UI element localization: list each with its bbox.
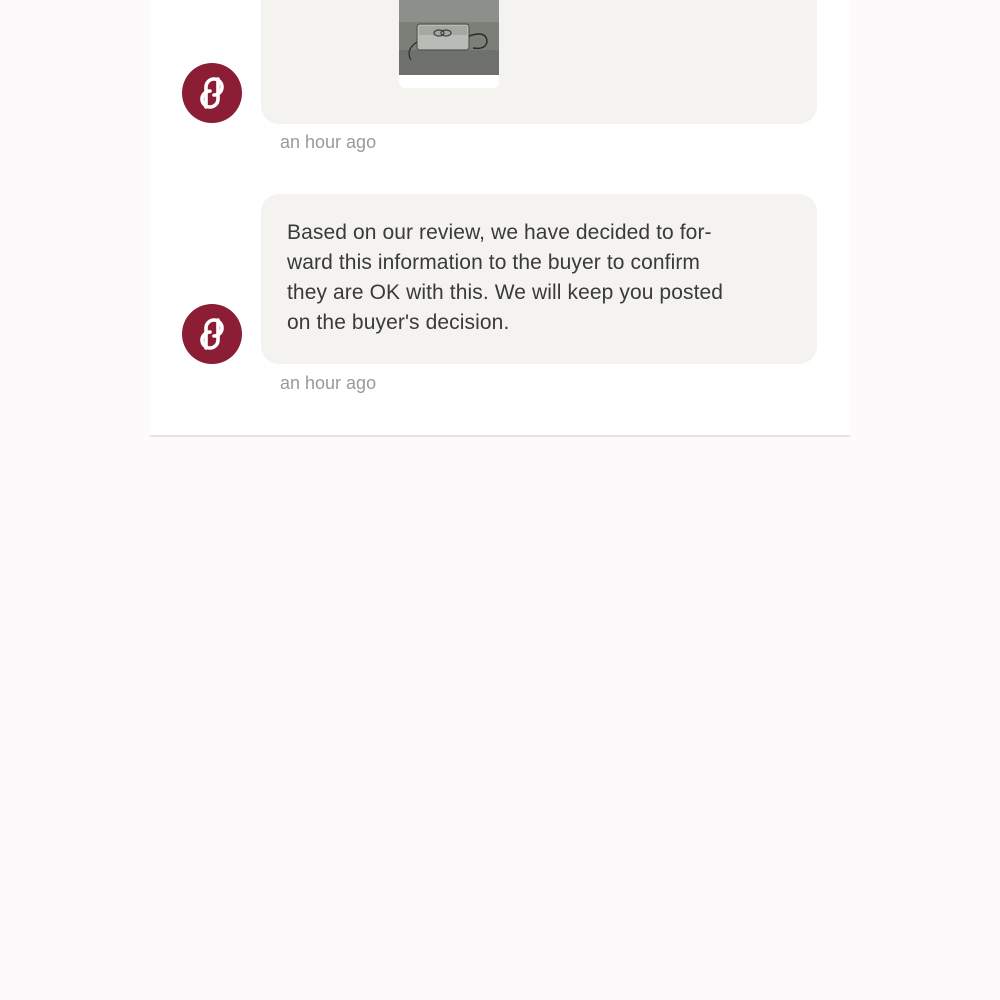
message-text-line: Based on our review, we have decided to for- bbox=[287, 221, 712, 244]
message-text bbox=[287, 218, 787, 338]
item-photo bbox=[399, 0, 499, 88]
message-timestamp: an hour ago bbox=[280, 373, 377, 393]
avatar[interactable] bbox=[182, 63, 242, 123]
message-timestamp: an hour ago bbox=[280, 132, 377, 152]
item-photo-attachment[interactable] bbox=[399, 0, 499, 88]
message-text-line: ward this information to the buyer to confirm bbox=[287, 251, 701, 274]
message-bubble bbox=[261, 0, 817, 124]
poshmark-logo-icon bbox=[192, 314, 232, 354]
message-text-line: they are OK with this. We will keep you posted bbox=[287, 281, 724, 304]
message-text-line: on the buyer's decision. bbox=[287, 311, 510, 334]
message-bubble bbox=[261, 194, 817, 364]
poshmark-logo-icon bbox=[192, 73, 232, 113]
conversation-panel bbox=[150, 0, 850, 437]
avatar[interactable] bbox=[182, 304, 242, 364]
